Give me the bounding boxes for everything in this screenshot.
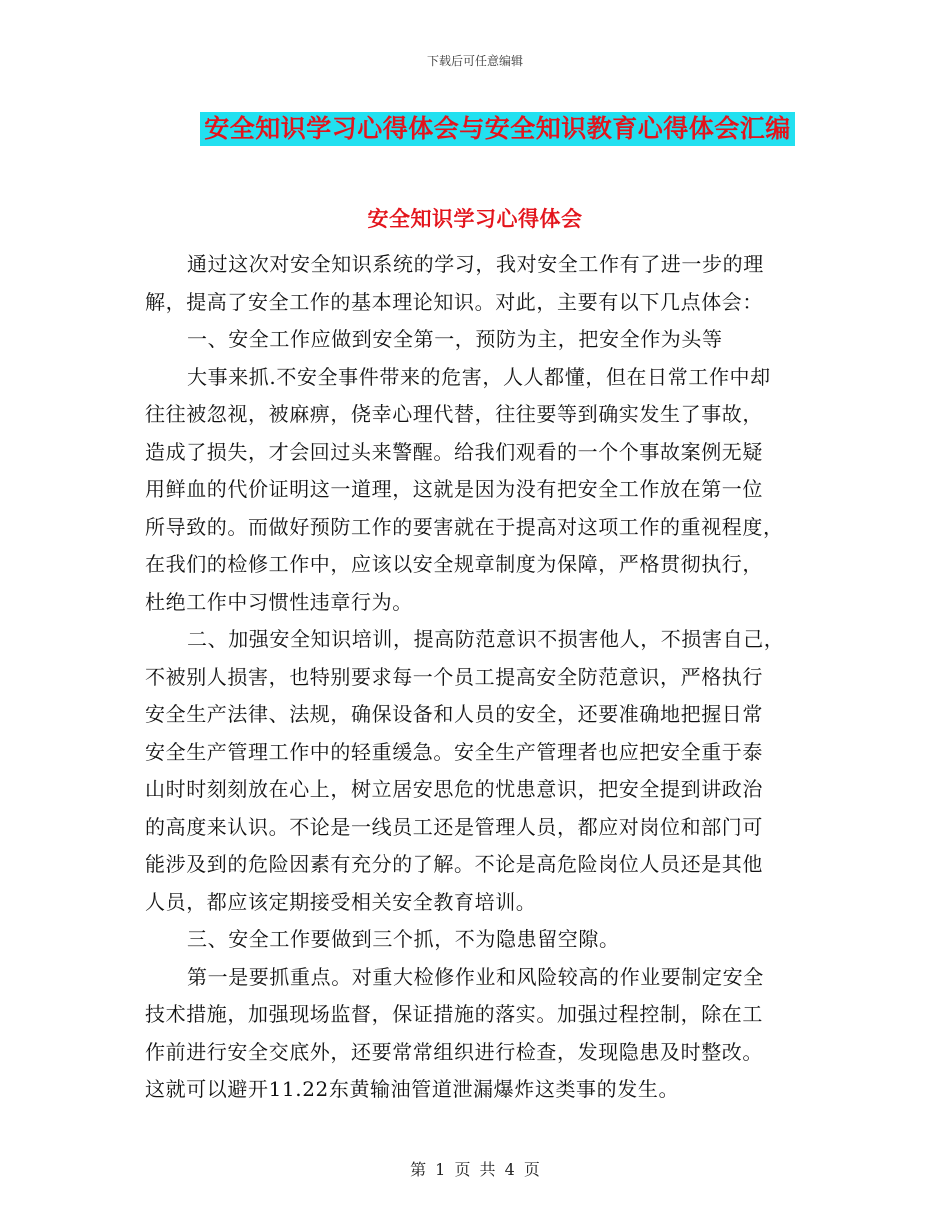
text-line: 二、加强安全知识培训，提高防范意识不损害他人，不损害自己，: [187, 627, 785, 651]
text-line: 第一是要抓重点。对重大检修作业和风险较高的作业要制定安全: [187, 964, 764, 989]
text-line: 作前进行安全交底外，还要常常组织进行检查，发现隐患及时整改。: [145, 1039, 763, 1064]
text-line: 的高度来认识。不论是一线员工还是管理人员，都应对岗位和部门可: [145, 814, 763, 839]
body-text: [145, 246, 810, 1109]
text-line: 造成了损失，才会回过头来警醒。给我们观看的一个个事故案例无疑: [145, 439, 763, 464]
text-line: 通过这次对安全知识系统的学习，我对安全工作有了进一步的理: [187, 252, 764, 276]
text-line: 解，提高了安全工作的基本理论知识。对此，主要有以下几点体会：: [145, 289, 763, 314]
text-line: 山时时刻刻放在心上，树立居安思危的忧患意识，把安全提到讲政治: [145, 777, 763, 801]
text-line: 一、安全工作应做到安全第一，预防为主，把安全作为头等: [187, 327, 723, 351]
text-line: 往往被忽视，被麻痹，侥幸心理代替，往往要等到确实发生了事故，: [145, 402, 763, 426]
text-line: 安全生产法律、法规，确保设备和人员的安全，还要准确地把握日常: [145, 702, 763, 726]
page-number: 第 1 页 共 4 页: [410, 1160, 540, 1179]
text-line: 所导致的。而做好预防工作的要害就在于提高对这项工作的重视程度，: [145, 514, 784, 539]
text-line: 用鲜血的代价证明这一道理，这就是因为没有把安全工作放在第一位: [145, 477, 763, 501]
text-line: 技术措施，加强现场监督，保证措施的落实。加强过程控制，除在工: [145, 1002, 763, 1026]
text-line: 这就可以避开11.22东黄输油管道泄漏爆炸这类事的发生。: [145, 1077, 680, 1101]
text-line: 杜绝工作中习惯性违章行为。: [145, 589, 413, 614]
document-title-container: [0, 112, 950, 146]
text-line: 三、安全工作要做到三个抓，不为隐患留空隙。: [187, 927, 620, 951]
document-title: 安全知识学习心得体会与安全知识教育心得体会汇编: [200, 112, 795, 146]
text-line: 在我们的检修工作中，应该以安全规章制度为保障，严格贯彻执行，: [145, 552, 763, 576]
text-line: 大事来抓.不安全事件带来的危害，人人都懂，但在日常工作中却: [187, 364, 771, 389]
section-title: 安全知识学习心得体会: [367, 207, 583, 231]
text-line: 能涉及到的危险因素有充分的了解。不论是高危险岗位人员还是其他: [145, 852, 763, 876]
text-line: 安全生产管理工作中的轻重缓急。安全生产管理者也应把安全重于泰: [145, 739, 763, 764]
header-note: 下载后可任意编辑: [426, 54, 523, 68]
text-line: 不被别人损害，也特别要求每一个员工提高安全防范意识，严格执行: [145, 664, 763, 689]
text-line: 人员，都应该定期接受相关安全教育培训。: [145, 889, 537, 914]
